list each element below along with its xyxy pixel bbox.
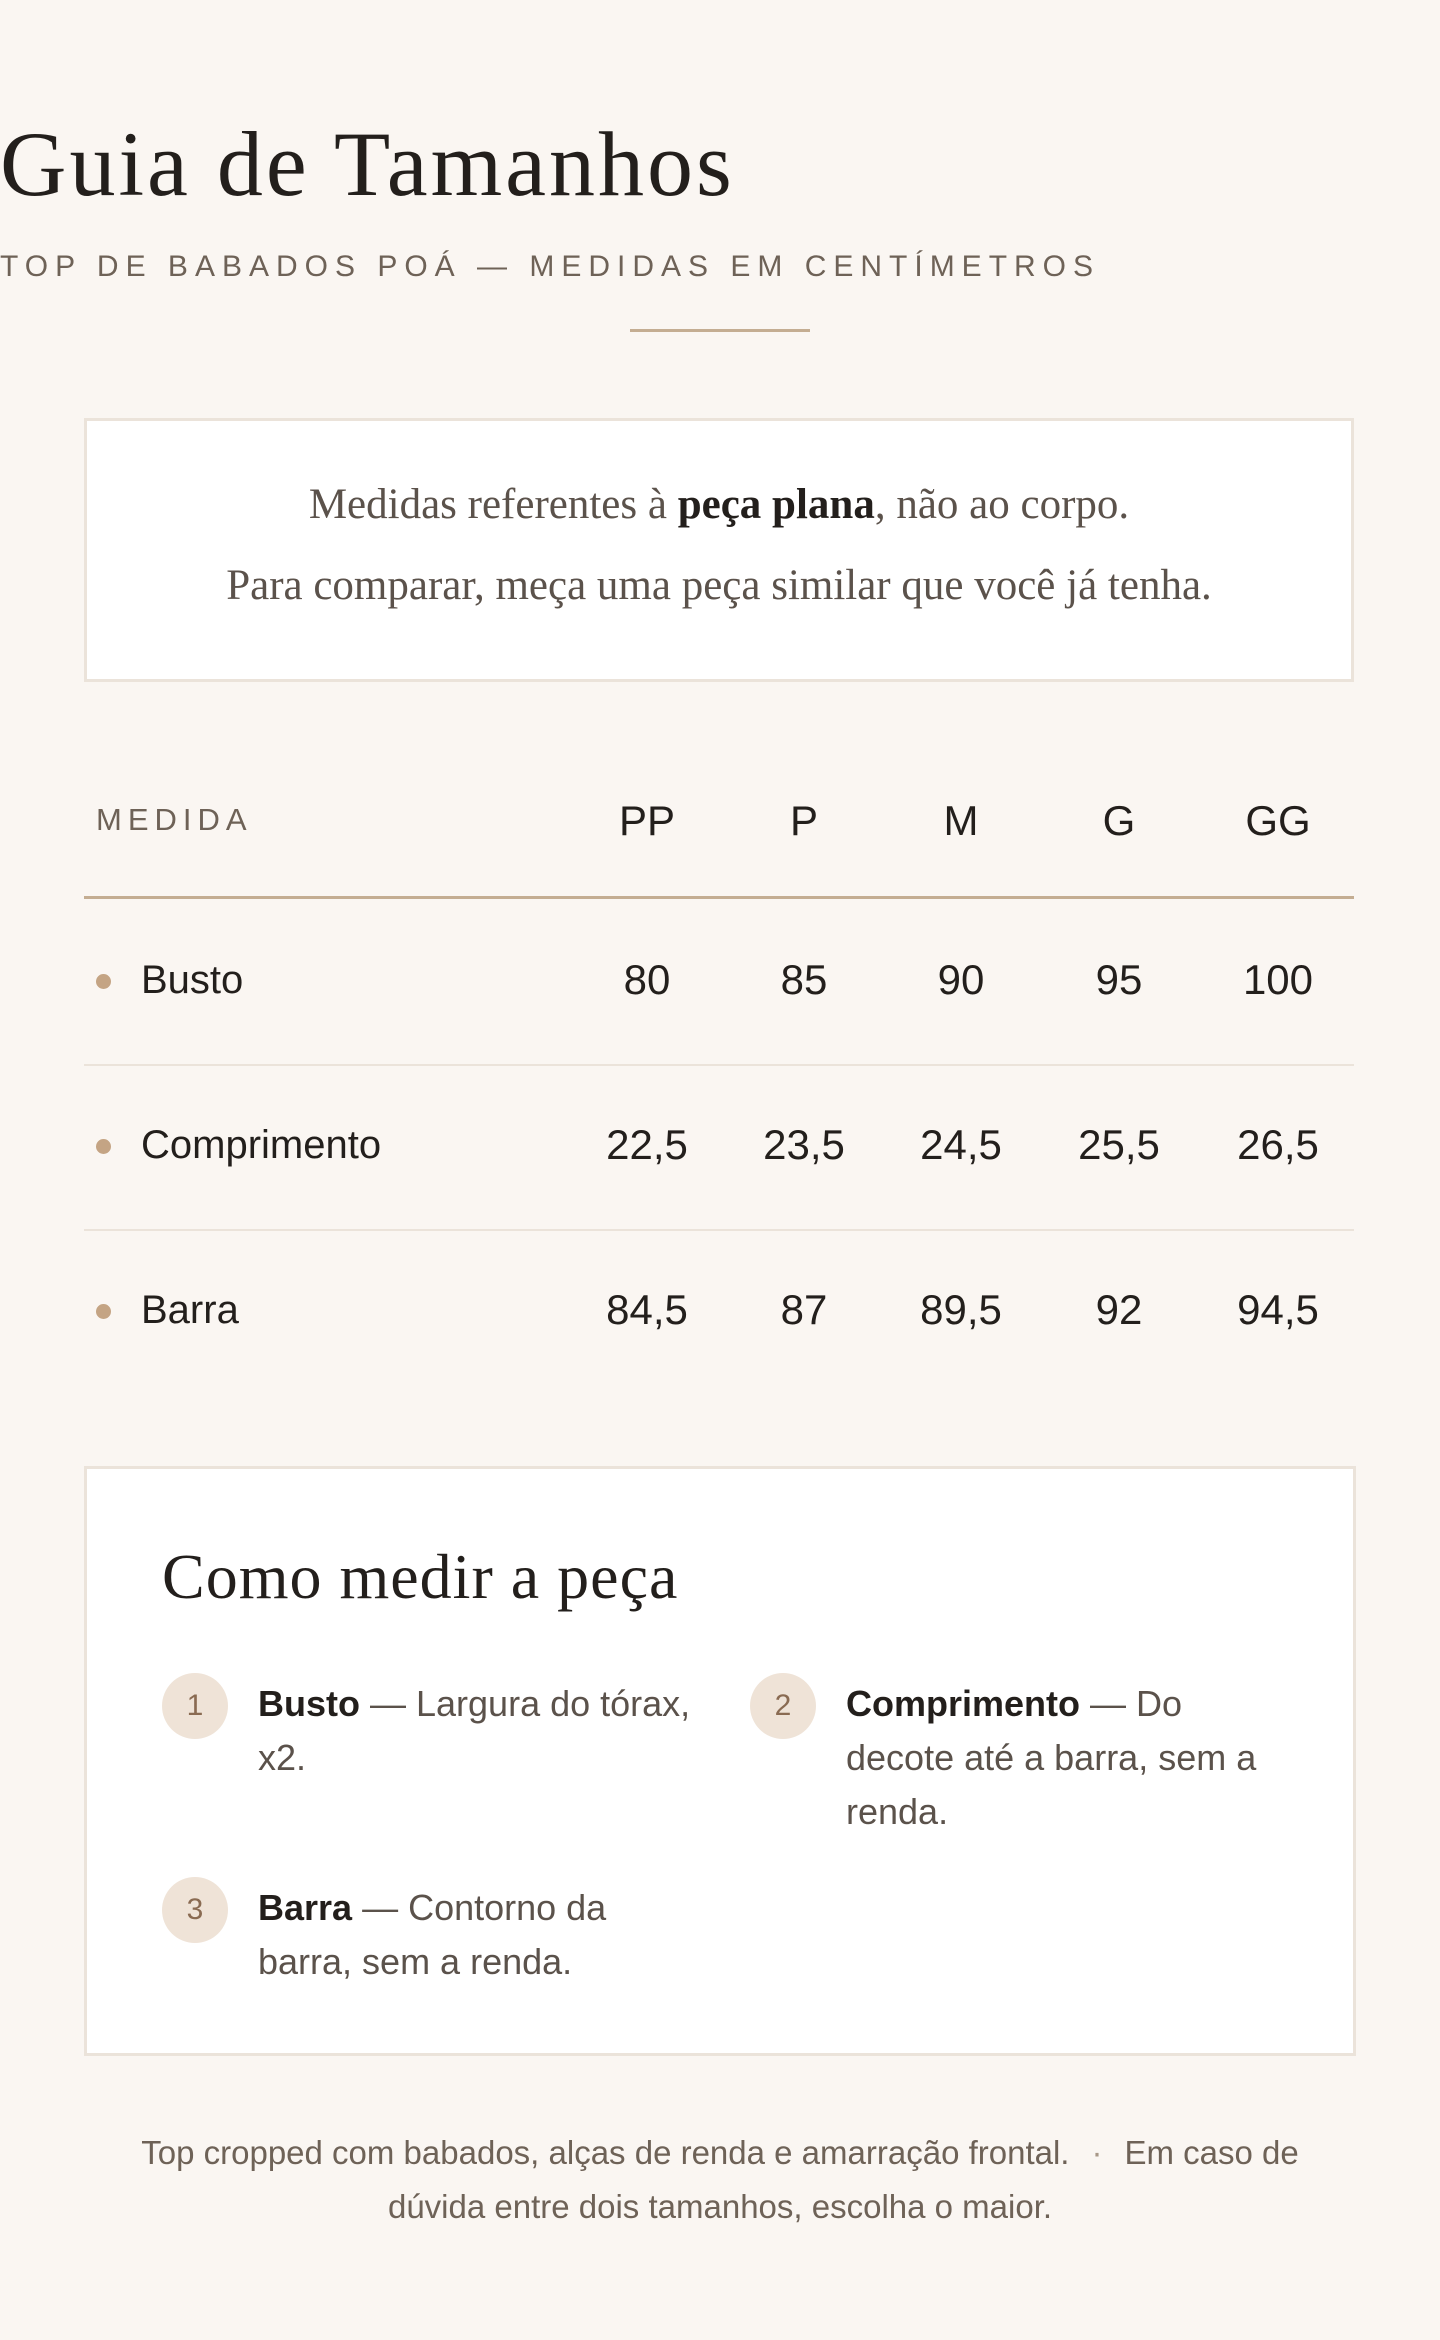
- product-footer-note: [100, 2126, 1340, 2234]
- column-header-size: G: [1102, 797, 1136, 844]
- table-cell: 90: [937, 956, 985, 1003]
- step-text: [258, 1881, 658, 1989]
- step-number-badge: 3: [162, 1877, 228, 1943]
- step-number-badge: 1: [162, 1673, 228, 1739]
- measurement-note: [84, 418, 1354, 682]
- table-cell: 94,5: [1237, 1286, 1319, 1333]
- table-cell: 23,5: [763, 1121, 845, 1168]
- table-cell: 22,5: [606, 1121, 688, 1168]
- step-text: [258, 1677, 698, 1785]
- column-header-medida: MEDIDA: [96, 802, 253, 837]
- page-title: Guia de Tamanhos: [0, 113, 735, 215]
- step-term: Comprimento: [846, 1683, 1080, 1724]
- table-cell: 80: [623, 956, 671, 1003]
- table-cell: 95: [1095, 956, 1143, 1003]
- how-to-measure-card: [84, 1466, 1356, 2056]
- table-cell: 25,5: [1078, 1121, 1160, 1168]
- table-cell: 85: [780, 956, 828, 1003]
- column-header-size: GG: [1245, 797, 1311, 844]
- step-text: [846, 1677, 1286, 1839]
- bullet-dot: [96, 1139, 111, 1154]
- table-header: [84, 760, 1354, 899]
- table-cell: 84,5: [606, 1286, 688, 1333]
- table-cell: 26,5: [1237, 1121, 1319, 1168]
- step-term: Barra: [258, 1887, 353, 1928]
- note-emphasis: peça plana: [677, 481, 875, 528]
- title-divider: [630, 329, 810, 332]
- step-description: — Do decote até a barra, sem a renda.: [846, 1683, 1257, 1832]
- step-term: Busto: [258, 1683, 360, 1724]
- step-description: — Largura do tórax, x2.: [258, 1683, 691, 1778]
- table-cell: 24,5: [920, 1121, 1002, 1168]
- bullet-dot: [96, 1304, 111, 1319]
- column-header-size: M: [943, 797, 979, 844]
- table-cell: 100: [1242, 956, 1314, 1003]
- step-description: — Contorno da barra, sem a renda.: [258, 1887, 607, 1982]
- how-to-measure-title: Como medir a peça: [162, 1541, 679, 1612]
- table-cell: 89,5: [920, 1286, 1002, 1333]
- note-text: Medidas referentes à: [308, 481, 678, 528]
- column-header-size: PP: [618, 797, 676, 844]
- note-text: , não ao corpo.: [874, 481, 1130, 528]
- row-label: Barra: [141, 1288, 239, 1332]
- step-number-badge: 2: [750, 1673, 816, 1739]
- table-row: [84, 899, 1354, 1066]
- row-label: Comprimento: [141, 1123, 382, 1167]
- table-cell: 87: [780, 1286, 828, 1333]
- bullet-dot: [96, 974, 111, 989]
- footer-text: Top cropped com babados, alças de renda e amarração frontal.: [141, 2134, 1070, 2171]
- note-line-2: Para comparar, meça uma peça similar que você já tenha.: [226, 562, 1212, 609]
- note-line-1: [87, 483, 1351, 526]
- footer-separator: ·: [1091, 2134, 1103, 2171]
- footer-text: Em caso de dúvida entre dois tamanhos, escolha o maior.: [387, 2134, 1299, 2225]
- column-header-size: P: [789, 797, 818, 844]
- row-label: Busto: [141, 958, 244, 1002]
- table-cell: 92: [1095, 1286, 1143, 1333]
- page-subtitle: TOP DE BABADOS POÁ — MEDIDAS EM CENTÍMETROS: [0, 250, 1101, 283]
- table-row: [84, 1064, 1354, 1231]
- table-row: [84, 1229, 1354, 1394]
